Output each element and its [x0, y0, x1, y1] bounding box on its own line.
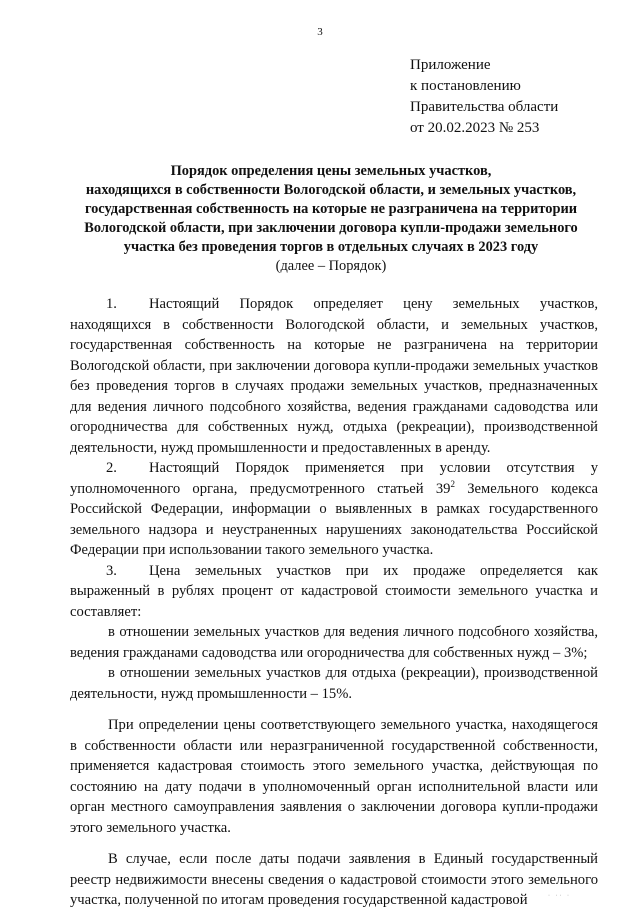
paragraph-text: Земельного кодекса Российской Федерации, информации о выявленных в рамках государственного земельного надзора и неустраненных нарушениях законодательства Российской Федерации при использовании такого земельного участка. [70, 480, 598, 558]
appendix-line: Правительства области [410, 99, 559, 115]
appendix-line: к постановлению [410, 78, 521, 94]
paragraph-text: Настоящий Порядок применяется при условии отсутствия у уполномоченного органа, предусмотренного статьей 39 [70, 460, 598, 497]
paragraph-3 [70, 561, 598, 623]
page-number: 3 [317, 26, 323, 38]
item-number: 2. [106, 460, 117, 476]
appendix-line: Приложение [410, 57, 491, 73]
item-number: 3. [106, 562, 117, 579]
paragraph-5: В случае, если после даты подачи заявления в Единый государственный реестр недвижимости внесены сведения о кадастровой стоимости этого земельного участка, полученной по итогам проведения государственной кадастровой [70, 851, 598, 908]
paragraph-text: Цена земельных участков при их продаже определяется как выраженный в рублях процент от кадастровой стоимости земельного участка и составляет: [70, 562, 598, 620]
document-body [70, 294, 598, 911]
title-line: Вологодской области, при заключении договора купли-продажи земельного [84, 220, 578, 236]
paragraph-3a: в отношении земельных участков для ведения личного подсобного хозяйства, ведения гражданами садоводства или огородничества для собственных нужд – 3%; [70, 624, 598, 661]
appendix-line: от 20.02.2023 № 253 [410, 120, 540, 136]
title-line: государственная собственность на которые не разграничена на территории [84, 201, 578, 217]
document-title [50, 162, 612, 276]
item-number: 1. [106, 296, 117, 312]
paragraph-2 [70, 458, 598, 561]
title-line: находящихся в собственности Вологодской области, и земельных участков, [85, 182, 577, 198]
paragraph-1 [70, 294, 598, 458]
paragraph-text: Настоящий Порядок определяет цену земельных участков, находящихся в собственности Вологодской области, и земельных участков, государственная собственность на которые не разграничена на территории Вологодской области, при заключении договора купли-продажи земельных участков без проведения торгов в случаях продажи земельных участков, предназначенных для ведения личного подсобного хозяйства, ведения гражданами садоводства или огородничества для собственных нужд, отдыха (рекреации), производственной деятельности, нужд промышленности и предоставленных в аренду. [70, 296, 598, 456]
scan-artifact: · ·· · [548, 893, 571, 899]
article-superscript: 2 [450, 478, 455, 489]
paragraph-3b: в отношении земельных участков для отдыха (рекреации), производственной деятельности, нужд промышленности – 15%. [70, 665, 598, 702]
appendix-block [410, 55, 558, 139]
title-line: участка без проведения торгов в отдельных случаях в 2023 году [123, 239, 539, 255]
title-subtitle: (далее – Порядок) [275, 258, 387, 274]
paragraph-4: При определении цены соответствующего земельного участка, находящегося в собственности области или неразграниченной государственной собственности, применяется кадастровая стоимость этого земельного участка, действующая по состоянию на дату подачи в уполномоченный орган исполнительной власти или орган местного самоуправления заявления о заключении договора купли-продажи этого земельного участка. [70, 717, 598, 836]
title-line: Порядок определения цены земельных участков, [170, 163, 492, 179]
